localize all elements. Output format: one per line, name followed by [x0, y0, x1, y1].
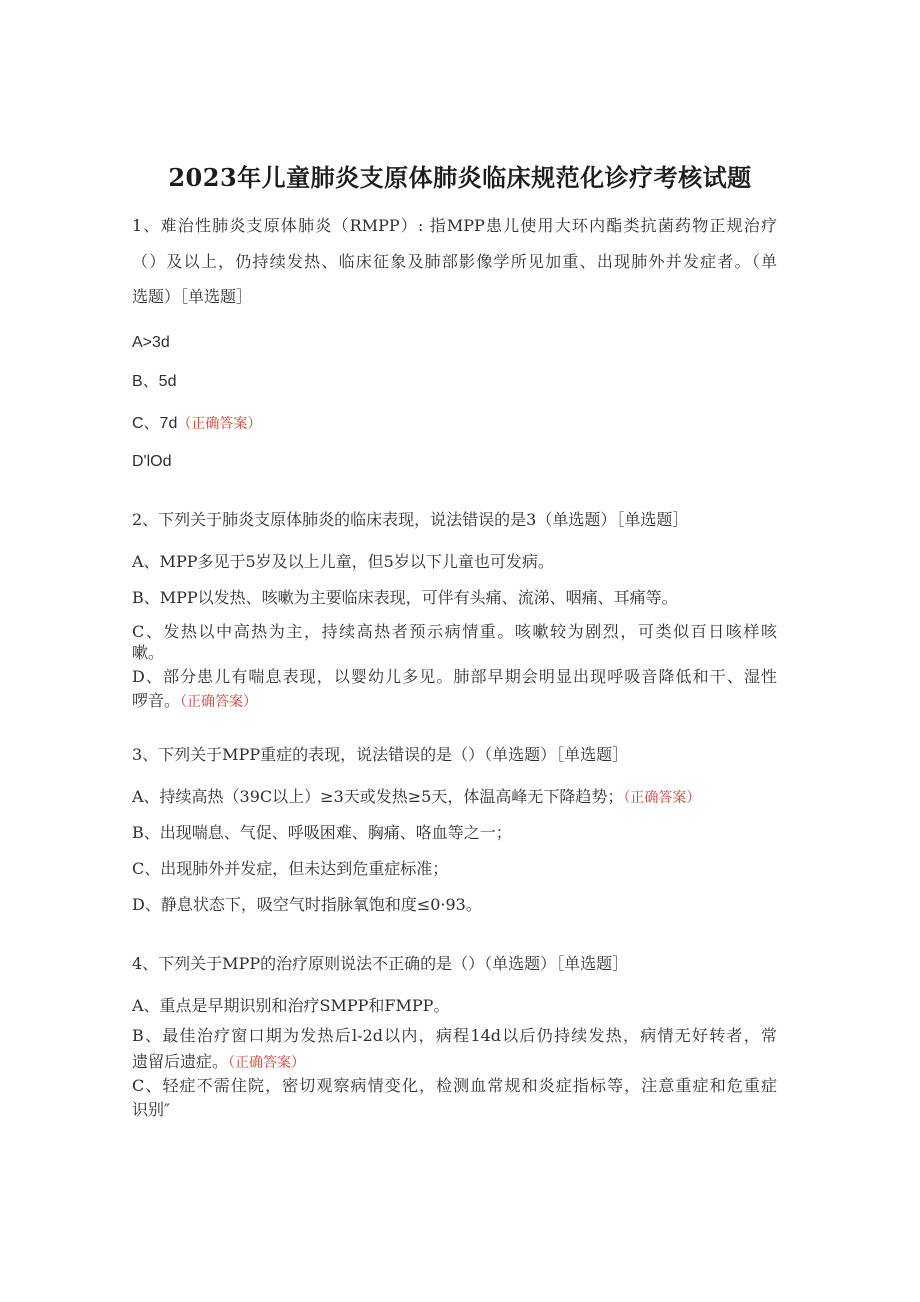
q3-option-b: B、出现喘息、气促、呼吸困难、胸痛、咯血等之一； — [132, 823, 512, 842]
q1-option-a: A>3d — [132, 334, 170, 351]
q3-option-d: D、静息状态下，吸空气时指脉氧饱和度≤0·93。 — [132, 895, 482, 914]
q1-option-d: D'lOd — [132, 453, 172, 470]
q4-option-b-line2-text: 遗留后遗症。 — [132, 1052, 229, 1071]
q3-option-c: C、出现肺外并发症，但未达到危重症标准； — [132, 859, 449, 878]
page-title: 2023年儿童肺炎支原体肺炎临床规范化诊疗考核试题 — [168, 163, 752, 192]
correct-answer-badge: （正确答案） — [623, 790, 701, 806]
q2-option-d-line1: D、部分患儿有喘息表现，以婴幼儿多见。肺部早期会明显出现呼吸音降低和干、湿性 — [132, 667, 777, 686]
q4-option-b-line1: B、最佳治疗窗口期为发热后l-2d以内，病程14d以后仍持续发热，病情无好转者，常 — [132, 1026, 777, 1045]
q1-stem-line2: （）及以上，仍持续发热、临床征象及肺部影像学所见加重、出现肺外并发症者。（单 — [132, 252, 777, 271]
q1-option-c — [132, 413, 777, 435]
correct-answer-badge: （正确答案） — [228, 1055, 306, 1071]
q1-stem-line3: 选题）［单选题］ — [132, 287, 253, 306]
q2-option-c-line2: 嗽。 — [132, 643, 165, 662]
q2-option-b: B、MPP以发热、咳嗽为主要临床表现，可伴有头痛、流涕、咽痛、耳痛等。 — [132, 588, 678, 607]
correct-answer-badge: （正确答案） — [177, 416, 262, 432]
q1-option-c-text: C、7d — [132, 415, 178, 432]
q4-option-c-line2: 识别″ — [132, 1100, 170, 1119]
q2-option-d-line2 — [132, 690, 777, 713]
q2-stem: 2、下列关于肺炎支原体肺炎的临床表现，说法错误的是3（单选题）［单选题］ — [132, 510, 689, 529]
q1-stem-line1: 1、难治性肺炎支原体肺炎（RMPP）: 指MPP患儿使用大环内酯类抗菌药物正规治疗 — [132, 216, 777, 235]
q4-option-c-line1: C、轻症不需住院，密切观察病情变化，检测血常规和炎症指标等，注意重症和危重症 — [132, 1076, 777, 1095]
q3-stem: 3、下列关于MPP重症的表现，说法错误的是（）（单选题）［单选题］ — [132, 745, 629, 764]
q3-option-a — [132, 786, 777, 809]
q4-option-a: A、重点是早期识别和治疗SMPP和FMPP。 — [132, 996, 450, 1015]
q1-option-b: B、5d — [132, 373, 177, 390]
q4-option-b-line2 — [132, 1051, 777, 1074]
correct-answer-badge: （正确答案） — [180, 694, 258, 710]
q2-option-c-line1: C、发热以中高热为主，持续高热者预示病情重。咳嗽较为剧烈，可类似百日咳样咳 — [132, 622, 777, 641]
q2-option-d-line2-text: 啰音。 — [132, 691, 181, 710]
q4-stem: 4、下列关于MPP的治疗原则说法不正确的是（）（单选题）［单选题］ — [132, 954, 629, 973]
q2-option-a: A、MPP多见于5岁及以上儿童，但5岁以下儿童也可发病。 — [132, 552, 554, 571]
q3-option-a-text: A、持续高热（39C以上）≥3天或发热≥5天，体温高峰无下降趋势； — [132, 787, 624, 806]
